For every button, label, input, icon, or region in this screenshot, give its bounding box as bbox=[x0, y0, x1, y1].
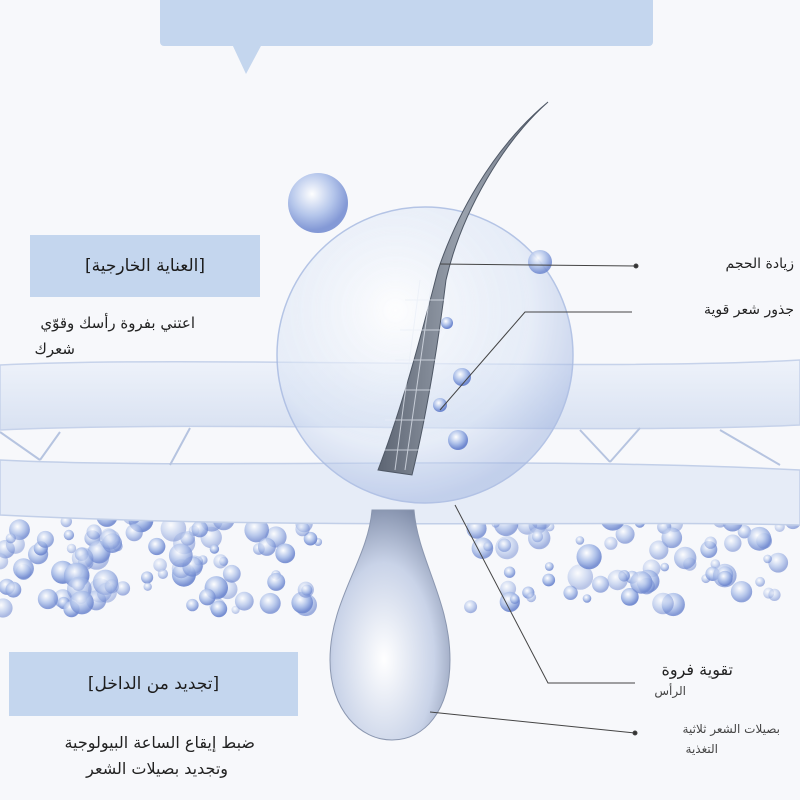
tissue-bubble bbox=[495, 536, 518, 559]
tissue-bubble bbox=[267, 573, 285, 591]
nutrient-droplet bbox=[288, 173, 348, 233]
tissue-bubble bbox=[148, 538, 165, 555]
nutrient-droplet bbox=[441, 317, 453, 329]
tissue-bubble bbox=[607, 570, 627, 590]
tissue-bubble bbox=[64, 530, 74, 540]
hair-bulb bbox=[330, 510, 450, 740]
external-care-line2: شعرك bbox=[34, 340, 75, 358]
nutrient-droplet bbox=[448, 430, 468, 450]
external-care-heading: [العناية الخارجية] bbox=[30, 235, 260, 297]
tissue-bubble bbox=[298, 582, 314, 598]
tissue-bubble bbox=[211, 601, 228, 618]
tissue-bubble bbox=[724, 535, 741, 552]
tissue-bubble bbox=[105, 579, 119, 593]
tissue-bubble bbox=[0, 598, 13, 617]
tissue-bubble bbox=[483, 542, 493, 552]
tissue-bubble bbox=[717, 571, 732, 586]
callout-scalp-line2: الرأس bbox=[654, 684, 686, 698]
tissue-bubble bbox=[630, 571, 652, 593]
tissue-bubble bbox=[545, 562, 554, 571]
internal-renewal-heading: [تجديد من الداخل] bbox=[9, 652, 298, 716]
internal-renewal-line2: وتجديد بصيلات الشعر bbox=[86, 759, 228, 778]
callout-volume: زيادة الحجم bbox=[725, 256, 794, 272]
tissue-bubble bbox=[704, 537, 716, 549]
tissue-bubble bbox=[144, 583, 152, 591]
tissue-bubble bbox=[141, 571, 153, 583]
tissue-bubble bbox=[464, 600, 477, 613]
tissue-bubble bbox=[763, 555, 772, 564]
tissue-bubble bbox=[199, 589, 216, 606]
tissue-bubble bbox=[768, 589, 780, 601]
callout-scalp-line1: تقوية فروة bbox=[661, 660, 733, 679]
tissue-bubble bbox=[38, 589, 58, 609]
tissue-bubble bbox=[70, 591, 94, 615]
tissue-bubble bbox=[576, 536, 585, 545]
tissue-bubble bbox=[126, 524, 143, 541]
tissue-bubble bbox=[6, 533, 16, 543]
tissue-bubble bbox=[674, 547, 696, 569]
tissue-bubble bbox=[604, 537, 617, 550]
external-care-line1: اعتني بفروة رأسك وقوّي bbox=[40, 314, 195, 332]
tissue-bubble bbox=[768, 553, 788, 573]
tissue-bubble bbox=[232, 606, 240, 614]
tissue-bubble bbox=[258, 538, 276, 556]
tissue-bubble bbox=[275, 544, 295, 564]
tissue-bubble bbox=[748, 527, 772, 551]
tissue-bubble bbox=[192, 521, 209, 538]
tissue-bubble bbox=[526, 592, 536, 602]
tissue-bubble bbox=[87, 524, 102, 539]
tissue-bubble bbox=[169, 544, 193, 568]
tissue-bubble bbox=[660, 563, 669, 572]
callout-roots: جذور شعر قوية bbox=[704, 302, 794, 318]
tissue-bubble bbox=[37, 531, 54, 548]
tissue-bubble bbox=[649, 541, 668, 560]
tissue-bubble bbox=[542, 574, 555, 587]
tissue-bubble bbox=[583, 594, 592, 603]
tissue-bubble bbox=[510, 594, 520, 604]
tissue-bubble bbox=[731, 581, 752, 602]
tissue-bubble bbox=[755, 577, 765, 587]
tissue-bubble bbox=[186, 599, 198, 611]
internal-renewal-line1: ضبط إيقاع الساعة البيولوجية bbox=[64, 733, 255, 752]
top-banner bbox=[160, 0, 653, 46]
callout-follicles-line2: التغذية bbox=[685, 742, 718, 756]
tissue-bubble bbox=[210, 544, 219, 553]
tissue-bubble bbox=[158, 569, 168, 579]
tissue-bubble bbox=[100, 529, 120, 549]
tissue-bubble bbox=[5, 582, 21, 598]
tissue-bubble bbox=[13, 558, 34, 579]
tissue-bubble bbox=[652, 593, 674, 615]
nutrient-droplet bbox=[528, 250, 552, 274]
tissue-bubble bbox=[577, 544, 602, 569]
tissue-bubble bbox=[504, 567, 515, 578]
tissue-bubble bbox=[213, 554, 227, 568]
tissue-bubble bbox=[592, 576, 609, 593]
tissue-bubble bbox=[260, 593, 281, 614]
callout-follicles-line1: بصيلات الشعر ثلاثية bbox=[682, 722, 780, 736]
banner-tail bbox=[232, 44, 262, 74]
tissue-bubble bbox=[223, 565, 241, 583]
tissue-bubble bbox=[295, 522, 309, 536]
